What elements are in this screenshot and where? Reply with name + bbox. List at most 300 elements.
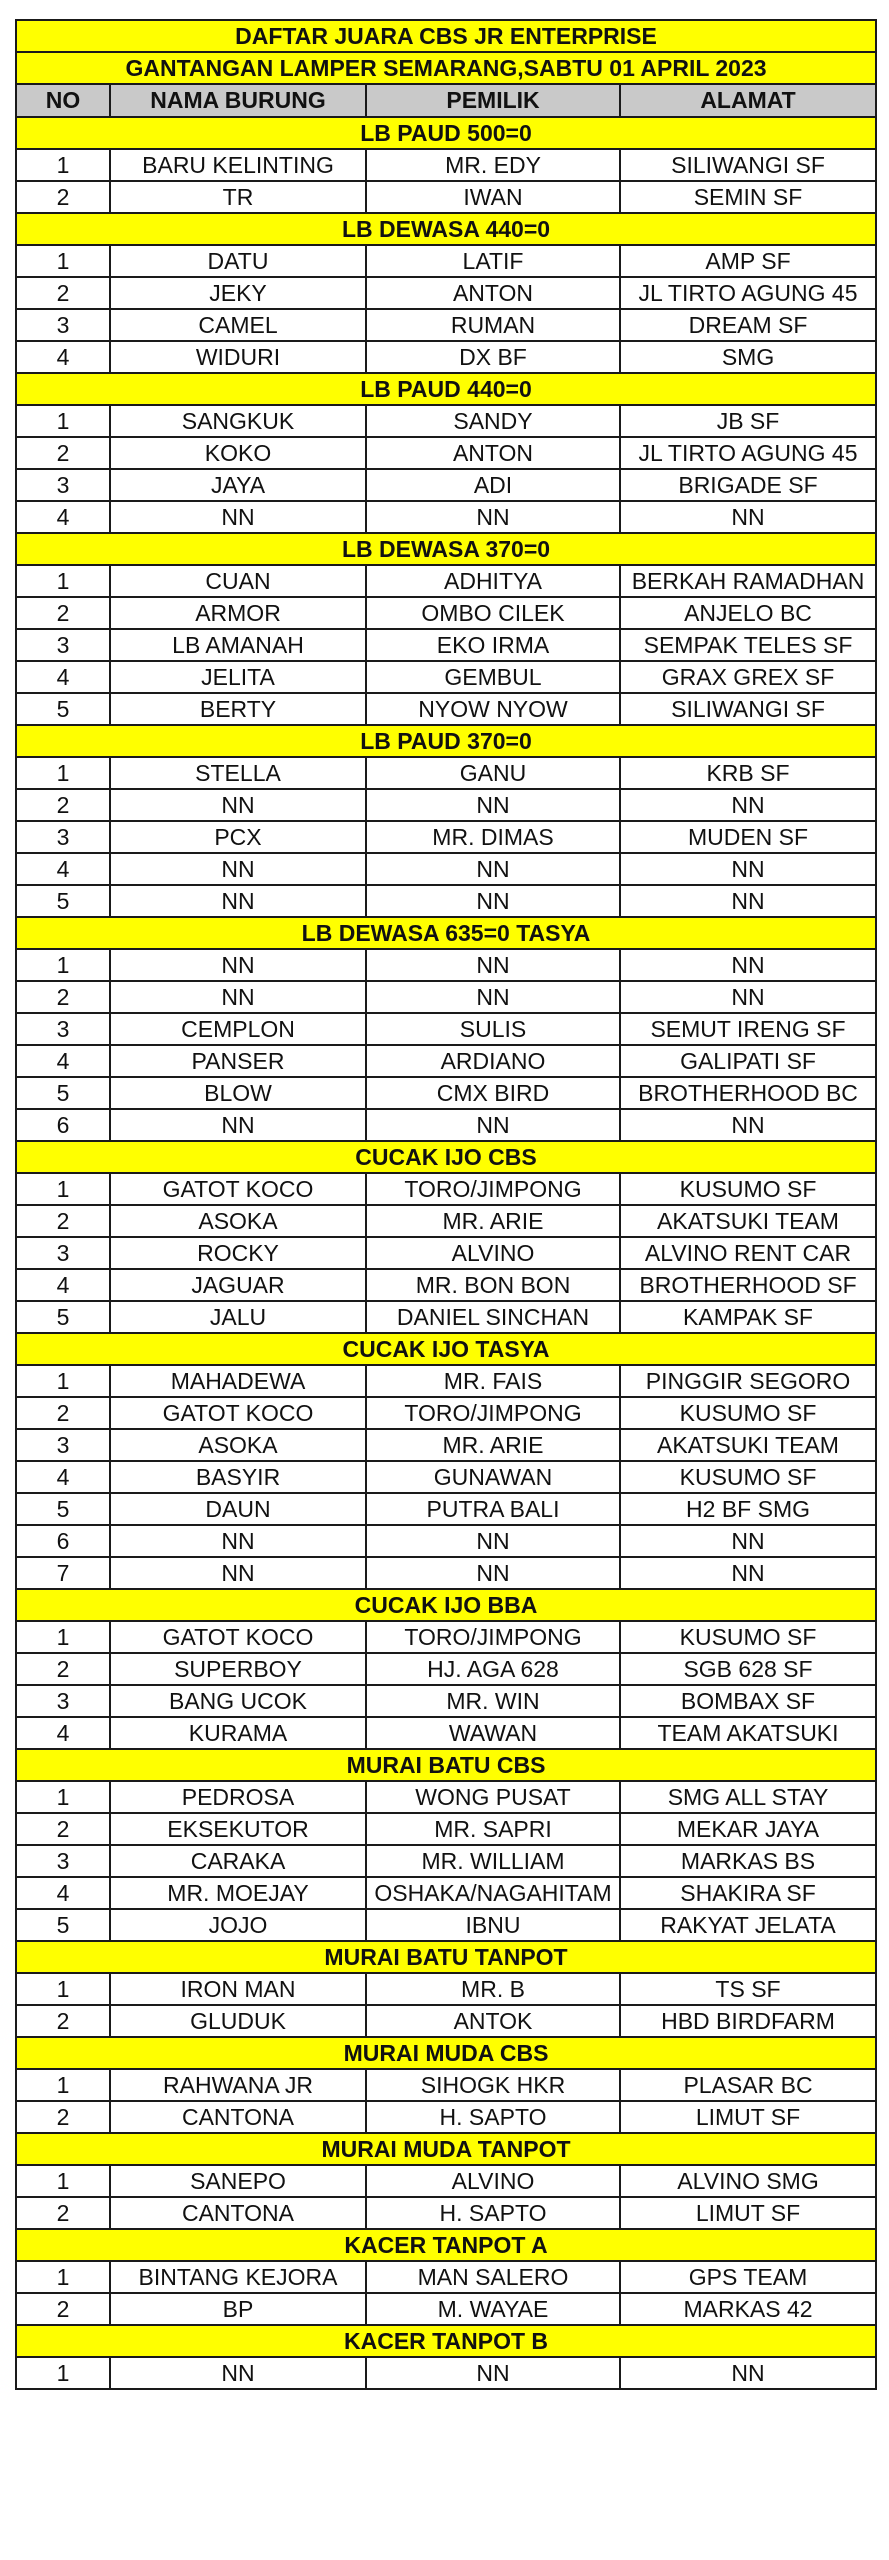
bird-name-cell: JAGUAR xyxy=(110,1269,366,1301)
rank-cell: 1 xyxy=(16,405,110,437)
table-row xyxy=(16,1429,876,1461)
address-cell: BROTHERHOOD SF xyxy=(620,1269,876,1301)
document-title: DAFTAR JUARA CBS JR ENTERPRISE xyxy=(16,20,876,52)
bird-name-cell: BASYIR xyxy=(110,1461,366,1493)
document-subtitle: GANTANGAN LAMPER SEMARANG,SABTU 01 APRIL 2023 xyxy=(16,52,876,84)
table-row xyxy=(16,821,876,853)
table-row xyxy=(16,1653,876,1685)
bird-name-cell: BANG UCOK xyxy=(110,1685,366,1717)
owner-cell: MAN SALERO xyxy=(366,2261,620,2293)
owner-cell: RUMAN xyxy=(366,309,620,341)
table-row xyxy=(16,789,876,821)
table-row xyxy=(16,501,876,533)
address-cell: SEMUT IRENG SF xyxy=(620,1013,876,1045)
category-header-row xyxy=(16,533,876,565)
table-row xyxy=(16,1173,876,1205)
category-header-row xyxy=(16,2229,876,2261)
rank-cell: 2 xyxy=(16,437,110,469)
address-cell: GPS TEAM xyxy=(620,2261,876,2293)
rank-cell: 2 xyxy=(16,1813,110,1845)
owner-cell: H. SAPTO xyxy=(366,2197,620,2229)
bird-name-cell: NN xyxy=(110,789,366,821)
bird-name-cell: ASOKA xyxy=(110,1205,366,1237)
category-header-row xyxy=(16,1749,876,1781)
bird-name-cell: GLUDUK xyxy=(110,2005,366,2037)
rank-cell: 1 xyxy=(16,2261,110,2293)
rank-cell: 5 xyxy=(16,885,110,917)
owner-cell: NN xyxy=(366,949,620,981)
address-cell: NN xyxy=(620,1557,876,1589)
bird-name-cell: BARU KELINTING xyxy=(110,149,366,181)
rank-cell: 2 xyxy=(16,981,110,1013)
owner-cell: NN xyxy=(366,2357,620,2389)
address-cell: MARKAS 42 xyxy=(620,2293,876,2325)
owner-cell: OSHAKA/NAGAHITAM xyxy=(366,1877,620,1909)
owner-cell: SULIS xyxy=(366,1013,620,1045)
bird-name-cell: CANTONA xyxy=(110,2101,366,2133)
rank-cell: 2 xyxy=(16,2293,110,2325)
rank-cell: 1 xyxy=(16,1173,110,1205)
address-cell: SMG xyxy=(620,341,876,373)
rank-cell: 3 xyxy=(16,1013,110,1045)
address-cell: KUSUMO SF xyxy=(620,1397,876,1429)
table-row xyxy=(16,1077,876,1109)
table-row xyxy=(16,245,876,277)
address-cell: NN xyxy=(620,981,876,1013)
rank-cell: 1 xyxy=(16,2165,110,2197)
address-cell: ANJELO BC xyxy=(620,597,876,629)
category-header-row xyxy=(16,1333,876,1365)
owner-cell: MR. WILLIAM xyxy=(366,1845,620,1877)
address-cell: KUSUMO SF xyxy=(620,1621,876,1653)
bird-name-cell: PANSER xyxy=(110,1045,366,1077)
rank-cell: 1 xyxy=(16,1365,110,1397)
bird-name-cell: NN xyxy=(110,2357,366,2389)
category-header-row xyxy=(16,917,876,949)
address-cell: SEMIN SF xyxy=(620,181,876,213)
owner-cell: WONG PUSAT xyxy=(366,1781,620,1813)
rank-cell: 1 xyxy=(16,2357,110,2389)
table-row xyxy=(16,757,876,789)
rank-cell: 2 xyxy=(16,789,110,821)
address-cell: SGB 628 SF xyxy=(620,1653,876,1685)
owner-cell: IWAN xyxy=(366,181,620,213)
table-row xyxy=(16,1557,876,1589)
address-cell: NN xyxy=(620,501,876,533)
owner-cell: NN xyxy=(366,789,620,821)
address-cell: NN xyxy=(620,885,876,917)
rank-cell: 4 xyxy=(16,1045,110,1077)
address-cell: NN xyxy=(620,1109,876,1141)
owner-cell: GEMBUL xyxy=(366,661,620,693)
table-row xyxy=(16,469,876,501)
column-header-bird-name: NAMA BURUNG xyxy=(110,84,366,117)
bird-name-cell: RAHWANA JR xyxy=(110,2069,366,2101)
rank-cell: 2 xyxy=(16,2101,110,2133)
owner-cell: ANTON xyxy=(366,437,620,469)
bird-name-cell: MR. MOEJAY xyxy=(110,1877,366,1909)
table-row xyxy=(16,277,876,309)
rank-cell: 5 xyxy=(16,1301,110,1333)
column-header-row xyxy=(16,84,876,117)
address-cell: RAKYAT JELATA xyxy=(620,1909,876,1941)
address-cell: NN xyxy=(620,1525,876,1557)
owner-cell: IBNU xyxy=(366,1909,620,1941)
rank-cell: 4 xyxy=(16,341,110,373)
owner-cell: SANDY xyxy=(366,405,620,437)
category-header-row xyxy=(16,2133,876,2165)
owner-cell: OMBO CILEK xyxy=(366,597,620,629)
bird-name-cell: LB AMANAH xyxy=(110,629,366,661)
category-header-row xyxy=(16,1141,876,1173)
address-cell: NN xyxy=(620,949,876,981)
owner-cell: SIHOGK HKR xyxy=(366,2069,620,2101)
rank-cell: 5 xyxy=(16,1077,110,1109)
owner-cell: MR. ARIE xyxy=(366,1205,620,1237)
title-row xyxy=(16,20,876,52)
column-header-owner: PEMILIK xyxy=(366,84,620,117)
bird-name-cell: PCX xyxy=(110,821,366,853)
subtitle-row xyxy=(16,52,876,84)
category-title: KACER TANPOT B xyxy=(16,2325,876,2357)
bird-name-cell: DAUN xyxy=(110,1493,366,1525)
address-cell: PLASAR BC xyxy=(620,2069,876,2101)
owner-cell: ADHITYA xyxy=(366,565,620,597)
rank-cell: 1 xyxy=(16,1973,110,2005)
table-row xyxy=(16,949,876,981)
owner-cell: MR. ARIE xyxy=(366,1429,620,1461)
category-title: LB DEWASA 635=0 TASYA xyxy=(16,917,876,949)
address-cell: BOMBAX SF xyxy=(620,1685,876,1717)
owner-cell: NN xyxy=(366,501,620,533)
category-title: LB PAUD 500=0 xyxy=(16,117,876,149)
table-row xyxy=(16,1269,876,1301)
address-cell: SMG ALL STAY xyxy=(620,1781,876,1813)
address-cell: TS SF xyxy=(620,1973,876,2005)
category-header-row xyxy=(16,1941,876,1973)
rank-cell: 6 xyxy=(16,1525,110,1557)
table-row xyxy=(16,149,876,181)
owner-cell: EKO IRMA xyxy=(366,629,620,661)
bird-name-cell: ROCKY xyxy=(110,1237,366,1269)
category-title: LB PAUD 370=0 xyxy=(16,725,876,757)
table-row xyxy=(16,181,876,213)
category-header-row xyxy=(16,213,876,245)
table-row xyxy=(16,1397,876,1429)
category-title: MURAI BATU TANPOT xyxy=(16,1941,876,1973)
bird-name-cell: SUPERBOY xyxy=(110,1653,366,1685)
rank-cell: 1 xyxy=(16,1621,110,1653)
owner-cell: MR. WIN xyxy=(366,1685,620,1717)
owner-cell: CMX BIRD xyxy=(366,1077,620,1109)
bird-name-cell: BLOW xyxy=(110,1077,366,1109)
owner-cell: NN xyxy=(366,1525,620,1557)
rank-cell: 3 xyxy=(16,309,110,341)
owner-cell: LATIF xyxy=(366,245,620,277)
table-row xyxy=(16,1461,876,1493)
owner-cell: ADI xyxy=(366,469,620,501)
address-cell: DREAM SF xyxy=(620,309,876,341)
address-cell: ALVINO RENT CAR xyxy=(620,1237,876,1269)
bird-name-cell: NN xyxy=(110,853,366,885)
bird-name-cell: CUAN xyxy=(110,565,366,597)
address-cell: SEMPAK TELES SF xyxy=(620,629,876,661)
table-row xyxy=(16,1845,876,1877)
bird-name-cell: NN xyxy=(110,949,366,981)
table-row xyxy=(16,597,876,629)
results-sheet xyxy=(15,19,875,2390)
table-row xyxy=(16,1237,876,1269)
address-cell: AKATSUKI TEAM xyxy=(620,1205,876,1237)
column-header-no: NO xyxy=(16,84,110,117)
table-row xyxy=(16,853,876,885)
address-cell: MARKAS BS xyxy=(620,1845,876,1877)
rank-cell: 2 xyxy=(16,277,110,309)
bird-name-cell: KURAMA xyxy=(110,1717,366,1749)
owner-cell: TORO/JIMPONG xyxy=(366,1621,620,1653)
category-title: CUCAK IJO BBA xyxy=(16,1589,876,1621)
table-row xyxy=(16,2069,876,2101)
table-row xyxy=(16,981,876,1013)
rank-cell: 4 xyxy=(16,1269,110,1301)
owner-cell: MR. SAPRI xyxy=(366,1813,620,1845)
rank-cell: 2 xyxy=(16,1653,110,1685)
category-title: MURAI MUDA TANPOT xyxy=(16,2133,876,2165)
address-cell: BRIGADE SF xyxy=(620,469,876,501)
table-row xyxy=(16,629,876,661)
category-title: KACER TANPOT A xyxy=(16,2229,876,2261)
owner-cell: NN xyxy=(366,885,620,917)
table-row xyxy=(16,1909,876,1941)
owner-cell: NN xyxy=(366,1557,620,1589)
table-row xyxy=(16,2261,876,2293)
table-row xyxy=(16,1045,876,1077)
table-row xyxy=(16,1781,876,1813)
rank-cell: 3 xyxy=(16,1429,110,1461)
bird-name-cell: MAHADEWA xyxy=(110,1365,366,1397)
owner-cell: PUTRA BALI xyxy=(366,1493,620,1525)
bird-name-cell: GATOT KOCO xyxy=(110,1173,366,1205)
address-cell: TEAM AKATSUKI xyxy=(620,1717,876,1749)
owner-cell: DANIEL SINCHAN xyxy=(366,1301,620,1333)
bird-name-cell: ASOKA xyxy=(110,1429,366,1461)
column-header-address: ALAMAT xyxy=(620,84,876,117)
category-title: LB DEWASA 440=0 xyxy=(16,213,876,245)
address-cell: NN xyxy=(620,2357,876,2389)
address-cell: AKATSUKI TEAM xyxy=(620,1429,876,1461)
rank-cell: 5 xyxy=(16,1909,110,1941)
category-header-row xyxy=(16,1589,876,1621)
owner-cell: NYOW NYOW xyxy=(366,693,620,725)
address-cell: LIMUT SF xyxy=(620,2197,876,2229)
owner-cell: NN xyxy=(366,981,620,1013)
table-row xyxy=(16,2165,876,2197)
bird-name-cell: NN xyxy=(110,1525,366,1557)
rank-cell: 5 xyxy=(16,693,110,725)
table-row xyxy=(16,1525,876,1557)
rank-cell: 5 xyxy=(16,1493,110,1525)
table-row xyxy=(16,1813,876,1845)
bird-name-cell: NN xyxy=(110,885,366,917)
bird-name-cell: CAMEL xyxy=(110,309,366,341)
table-row xyxy=(16,1365,876,1397)
category-header-row xyxy=(16,2037,876,2069)
rank-cell: 1 xyxy=(16,565,110,597)
owner-cell: MR. EDY xyxy=(366,149,620,181)
table-row xyxy=(16,1013,876,1045)
bird-name-cell: ARMOR xyxy=(110,597,366,629)
rank-cell: 7 xyxy=(16,1557,110,1589)
rank-cell: 4 xyxy=(16,501,110,533)
bird-name-cell: NN xyxy=(110,1109,366,1141)
table-row xyxy=(16,437,876,469)
address-cell: PINGGIR SEGORO xyxy=(620,1365,876,1397)
rank-cell: 1 xyxy=(16,2069,110,2101)
address-cell: NN xyxy=(620,853,876,885)
results-table-body xyxy=(16,20,876,2389)
rank-cell: 4 xyxy=(16,1461,110,1493)
bird-name-cell: NN xyxy=(110,1557,366,1589)
bird-name-cell: IRON MAN xyxy=(110,1973,366,2005)
table-row xyxy=(16,1205,876,1237)
owner-cell: MR. DIMAS xyxy=(366,821,620,853)
rank-cell: 2 xyxy=(16,2005,110,2037)
rank-cell: 2 xyxy=(16,2197,110,2229)
category-header-row xyxy=(16,117,876,149)
address-cell: ALVINO SMG xyxy=(620,2165,876,2197)
owner-cell: MR. FAIS xyxy=(366,1365,620,1397)
rank-cell: 1 xyxy=(16,245,110,277)
category-title: LB DEWASA 370=0 xyxy=(16,533,876,565)
address-cell: MUDEN SF xyxy=(620,821,876,853)
bird-name-cell: KOKO xyxy=(110,437,366,469)
owner-cell: MR. BON BON xyxy=(366,1269,620,1301)
address-cell: AMP SF xyxy=(620,245,876,277)
address-cell: GALIPATI SF xyxy=(620,1045,876,1077)
category-title: CUCAK IJO TASYA xyxy=(16,1333,876,1365)
rank-cell: 1 xyxy=(16,149,110,181)
bird-name-cell: JAYA xyxy=(110,469,366,501)
table-row xyxy=(16,1621,876,1653)
table-row xyxy=(16,1685,876,1717)
address-cell: SILIWANGI SF xyxy=(620,693,876,725)
category-header-row xyxy=(16,2325,876,2357)
table-row xyxy=(16,1109,876,1141)
bird-name-cell: STELLA xyxy=(110,757,366,789)
rank-cell: 2 xyxy=(16,1397,110,1429)
rank-cell: 1 xyxy=(16,757,110,789)
bird-name-cell: GATOT KOCO xyxy=(110,1621,366,1653)
address-cell: HBD BIRDFARM xyxy=(620,2005,876,2037)
address-cell: H2 BF SMG xyxy=(620,1493,876,1525)
address-cell: LIMUT SF xyxy=(620,2101,876,2133)
owner-cell: NN xyxy=(366,1109,620,1141)
address-cell: BERKAH RAMADHAN xyxy=(620,565,876,597)
bird-name-cell: CARAKA xyxy=(110,1845,366,1877)
owner-cell: GANU xyxy=(366,757,620,789)
owner-cell: ARDIANO xyxy=(366,1045,620,1077)
owner-cell: HJ. AGA 628 xyxy=(366,1653,620,1685)
address-cell: SILIWANGI SF xyxy=(620,149,876,181)
table-row xyxy=(16,1493,876,1525)
bird-name-cell: WIDURI xyxy=(110,341,366,373)
bird-name-cell: NN xyxy=(110,501,366,533)
owner-cell: NN xyxy=(366,853,620,885)
rank-cell: 3 xyxy=(16,1685,110,1717)
bird-name-cell: JOJO xyxy=(110,1909,366,1941)
table-row xyxy=(16,885,876,917)
bird-name-cell: JEKY xyxy=(110,277,366,309)
bird-name-cell: EKSEKUTOR xyxy=(110,1813,366,1845)
bird-name-cell: TR xyxy=(110,181,366,213)
owner-cell: TORO/JIMPONG xyxy=(366,1397,620,1429)
table-row xyxy=(16,2101,876,2133)
address-cell: KRB SF xyxy=(620,757,876,789)
owner-cell: MR. B xyxy=(366,1973,620,2005)
table-row xyxy=(16,661,876,693)
owner-cell: ALVINO xyxy=(366,1237,620,1269)
bird-name-cell: CEMPLON xyxy=(110,1013,366,1045)
address-cell: KAMPAK SF xyxy=(620,1301,876,1333)
bird-name-cell: SANEPO xyxy=(110,2165,366,2197)
table-row xyxy=(16,405,876,437)
bird-name-cell: JALU xyxy=(110,1301,366,1333)
table-row xyxy=(16,2197,876,2229)
rank-cell: 4 xyxy=(16,1717,110,1749)
table-row xyxy=(16,1973,876,2005)
rank-cell: 3 xyxy=(16,629,110,661)
rank-cell: 3 xyxy=(16,469,110,501)
address-cell: JL TIRTO AGUNG 45 xyxy=(620,437,876,469)
owner-cell: TORO/JIMPONG xyxy=(366,1173,620,1205)
rank-cell: 4 xyxy=(16,853,110,885)
table-row xyxy=(16,1301,876,1333)
rank-cell: 3 xyxy=(16,821,110,853)
rank-cell: 3 xyxy=(16,1237,110,1269)
bird-name-cell: CANTONA xyxy=(110,2197,366,2229)
bird-name-cell: BERTY xyxy=(110,693,366,725)
bird-name-cell: GATOT KOCO xyxy=(110,1397,366,1429)
owner-cell: ALVINO xyxy=(366,2165,620,2197)
rank-cell: 2 xyxy=(16,181,110,213)
owner-cell: H. SAPTO xyxy=(366,2101,620,2133)
category-title: MURAI MUDA CBS xyxy=(16,2037,876,2069)
address-cell: GRAX GREX SF xyxy=(620,661,876,693)
owner-cell: GUNAWAN xyxy=(366,1461,620,1493)
rank-cell: 6 xyxy=(16,1109,110,1141)
table-row xyxy=(16,1877,876,1909)
address-cell: KUSUMO SF xyxy=(620,1173,876,1205)
owner-cell: ANTOK xyxy=(366,2005,620,2037)
bird-name-cell: JELITA xyxy=(110,661,366,693)
owner-cell: DX BF xyxy=(366,341,620,373)
address-cell: KUSUMO SF xyxy=(620,1461,876,1493)
bird-name-cell: DATU xyxy=(110,245,366,277)
rank-cell: 3 xyxy=(16,1845,110,1877)
table-row xyxy=(16,341,876,373)
table-row xyxy=(16,565,876,597)
rank-cell: 4 xyxy=(16,1877,110,1909)
rank-cell: 1 xyxy=(16,1781,110,1813)
bird-name-cell: BP xyxy=(110,2293,366,2325)
bird-name-cell: NN xyxy=(110,981,366,1013)
rank-cell: 4 xyxy=(16,661,110,693)
owner-cell: ANTON xyxy=(366,277,620,309)
category-title: LB PAUD 440=0 xyxy=(16,373,876,405)
category-header-row xyxy=(16,373,876,405)
table-row xyxy=(16,2293,876,2325)
table-row xyxy=(16,1717,876,1749)
